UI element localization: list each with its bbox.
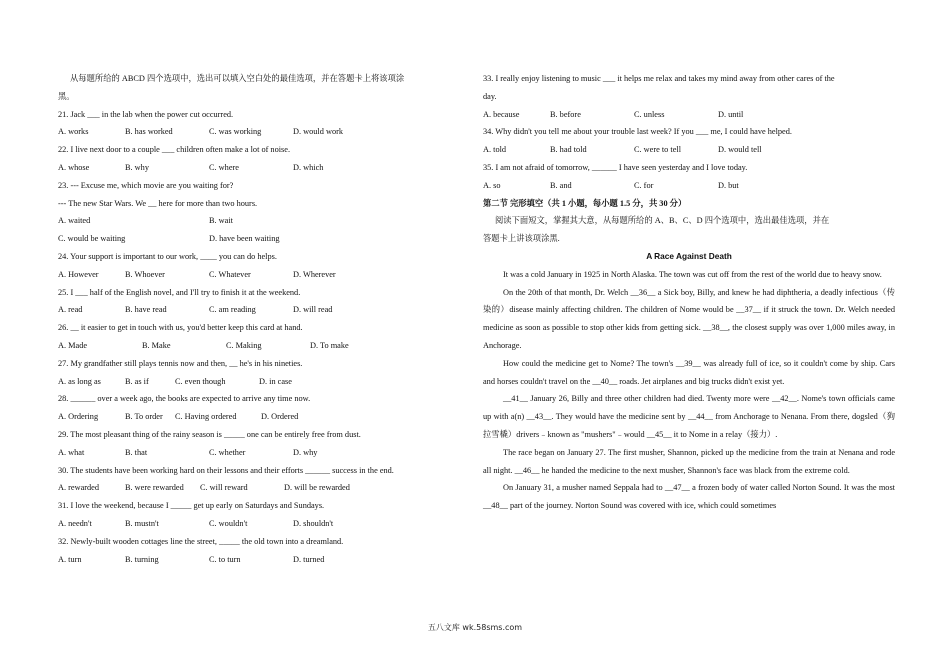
options-35 — [483, 177, 895, 195]
question-25: 25. I ___ half of the English novel, and I'll try to finish it at the weekend. — [58, 287, 301, 297]
option-a: A. because — [483, 109, 520, 119]
question-23-line2: --- The new Star Wars. We __ here for more than two hours. — [58, 198, 258, 208]
option-a: A. turn — [58, 554, 82, 564]
options-33 — [483, 106, 895, 124]
question-35: 35. I am not afraid of tomorrow, ______ I have seen yesterday and I love today. — [483, 162, 748, 172]
question-23: 23. --- Excuse me, which movie are you waiting for? — [58, 180, 234, 190]
option-d: D. shouldn't — [293, 518, 334, 528]
option-c: C. whether — [209, 447, 246, 457]
paragraph: How could the medicine get to Nome? The town's __39__ was already full of ice, so it couldn't come by ship. Cars and horses couldn't travel on the __40__ roads. Jet airplanes and big trucks didn't exist yet. — [483, 358, 895, 386]
paragraph: On the 20th of that month, Dr. Welch __36__ a Sick boy, Billy, and knew he had diphtheria, a deadly infectious（传染的）disease mainly affecting children. The children of Nome would be __37__ if it struck the town. Dr. Welch needed medicine as soon as possible to stop other kids from getting sick. __38__, the closest supply was over 1,000 miles away, in Anchorage. — [483, 287, 895, 350]
options-28 — [58, 408, 456, 426]
option-b: B. Make — [142, 340, 171, 350]
paragraph: On January 31, a musher named Seppala had to __47__ a frozen body of water called Norton Sound. It was the most __48__ part of the journey. Norton Sound was covered with ice, which could sometimes — [483, 483, 895, 511]
option-b: B. turning — [125, 554, 159, 564]
option-c: C. even though — [175, 376, 226, 386]
section-instruction-cont: 答题卡上讲该项涂黑. — [483, 234, 560, 244]
option-b: B. To order — [125, 412, 163, 422]
option-c: C. will reward — [200, 483, 248, 493]
options-29 — [58, 444, 456, 462]
paragraph: The race began on January 27. The first musher, Shannon, picked up the medicine from the train at Nenana and rode all night. __46__ he handed the medicine to the next musher, Shannon's face was black from the extreme cold. — [483, 447, 895, 475]
option-b: B. wait — [209, 216, 233, 226]
option-c: C. Making — [226, 340, 262, 350]
options-21 — [58, 123, 456, 141]
question-28: 28. ______ over a week ago, the books are expected to arrive any time now. — [58, 394, 311, 404]
option-a: A. However — [58, 269, 99, 279]
option-d: D. why — [293, 447, 318, 457]
option-b: B. and — [550, 180, 572, 190]
option-a: A. told — [483, 145, 507, 155]
option-d: D. Wherever — [293, 269, 336, 279]
question-24: 24. Your support is important to our work, ____ you can do helps. — [58, 251, 277, 261]
options-27 — [58, 373, 456, 391]
option-a: A. needn't — [58, 518, 92, 528]
passage-title: A Race Against Death — [646, 250, 732, 261]
question-26: 26. __ it easier to get in touch with us, you'd better keep this card at hand. — [58, 323, 303, 333]
question-30: 30. The students have been working hard on their lessons and their efforts ______ success in the end. — [58, 465, 394, 475]
option-c: C. for — [634, 180, 654, 190]
option-b: B. that — [125, 447, 148, 457]
option-a: A. works — [58, 127, 89, 137]
options-32 — [58, 551, 456, 569]
question-27: 27. My grandfather still plays tennis now and then, __ he's in his nineties. — [58, 358, 303, 368]
option-c: C. was working — [209, 127, 262, 137]
options-34 — [483, 141, 895, 159]
option-b: B. had told — [550, 145, 587, 155]
instruction-cont: 黑。 — [58, 91, 75, 101]
option-b: B. as if — [125, 376, 149, 386]
question-32: 32. Newly-built wooden cottages line the street, _____ the old town into a dreamland. — [58, 536, 344, 546]
options-30 — [58, 479, 456, 497]
question-33-cont: day. — [483, 91, 497, 101]
question-29: 29. The most pleasant thing of the rainy season is _____ one can be entirely free from dust. — [58, 429, 361, 439]
right-column — [483, 70, 895, 515]
option-c: C. Whatever — [209, 269, 251, 279]
section-instruction: 阅读下面短文，掌握其大意，从每题所给的 A、B、C、D 四个选项中，选出最佳选项，并在 — [495, 216, 830, 226]
option-c: C. unless — [634, 109, 665, 119]
left-column — [58, 70, 456, 568]
instruction: 从每题所给的 ABCD 四个选项中，选出可以填入空白处的最佳选项，并在答题卡上将该项涂 — [70, 74, 405, 83]
option-a: A. waited — [58, 216, 91, 226]
passage — [483, 266, 895, 515]
option-c: C. where — [209, 162, 239, 172]
option-c: C. to turn — [209, 554, 241, 564]
option-a: A. Ordering — [58, 412, 99, 422]
option-d: D. would tell — [718, 145, 762, 155]
option-c: C. Having ordered — [175, 412, 237, 422]
options-22 — [58, 159, 456, 177]
option-d: D. in case — [259, 376, 292, 386]
options-24 — [58, 266, 456, 284]
option-b: B. mustn't — [125, 518, 159, 528]
option-c: C. am reading — [209, 305, 256, 315]
option-b: B. before — [550, 109, 581, 119]
section-heading: 第二节 完形填空（共 1 小题，每小题 1.5 分，共 30 分） — [483, 198, 687, 208]
option-d: D. will read — [293, 305, 333, 315]
footer-watermark: 五八文库 wk.58sms.com — [427, 623, 523, 632]
option-d: D. Ordered — [261, 412, 299, 422]
question-34: 34. Why didn't you tell me about your trouble last week? If you ___ me, I could have helped. — [483, 127, 792, 137]
paragraph: __41__ January 26, Billy and three other children had died. Twenty more were __42__. Nome's town officials came up with a(n) __43__. They would have the medicine sent by __44__ from Anchorage to Nenana. From there, dogsled（狗拉雪橇）drivers﹣known as "mushers"﹣would __45__ it to Nome in a relay（接力）. — [483, 394, 895, 439]
option-b: B. has worked — [125, 127, 173, 137]
option-b: B. have read — [125, 305, 167, 315]
option-d: D. until — [718, 109, 744, 119]
option-a: A. whose — [58, 162, 90, 172]
options-23-ab — [58, 212, 456, 230]
option-d: D. would work — [293, 127, 344, 137]
option-c: C. wouldn't — [209, 518, 248, 528]
option-a: A. Made — [58, 340, 88, 350]
option-a: A. rewarded — [58, 483, 100, 493]
option-b: B. were rewarded — [125, 483, 184, 493]
option-d: D. have been waiting — [209, 234, 280, 244]
option-d: D. To make — [310, 340, 349, 350]
paragraph: It was a cold January in 1925 in North Alaska. The town was cut off from the rest of the world due to heavy snow. — [503, 269, 882, 279]
option-c: C. were to tell — [634, 145, 682, 155]
option-b: B. Whoever — [125, 269, 165, 279]
question-31: 31. I love the weekend, because I _____ get up early on Saturdays and Sundays. — [58, 501, 325, 511]
question-22: 22. I live next door to a couple ___ children often make a lot of noise. — [58, 145, 291, 155]
option-d: D. which — [293, 162, 324, 172]
option-a: A. as long as — [58, 376, 101, 386]
options-25 — [58, 301, 456, 319]
question-21: 21. Jack ___ in the lab when the power cut occurred. — [58, 109, 234, 119]
option-c: C. would be waiting — [58, 234, 126, 244]
option-d: D. turned — [293, 554, 325, 564]
options-26 — [58, 337, 456, 355]
option-a: A. what — [58, 447, 85, 457]
option-a: A. so — [483, 180, 501, 190]
option-a: A. read — [58, 305, 83, 315]
option-d: D. will be rewarded — [284, 483, 350, 493]
option-b: B. why — [125, 162, 149, 172]
options-23-cd — [58, 230, 456, 248]
options-31 — [58, 515, 456, 533]
option-d: D. but — [718, 180, 739, 190]
question-33: 33. I really enjoy listening to music ___ it helps me relax and takes my mind away from other cares of the — [483, 74, 835, 83]
